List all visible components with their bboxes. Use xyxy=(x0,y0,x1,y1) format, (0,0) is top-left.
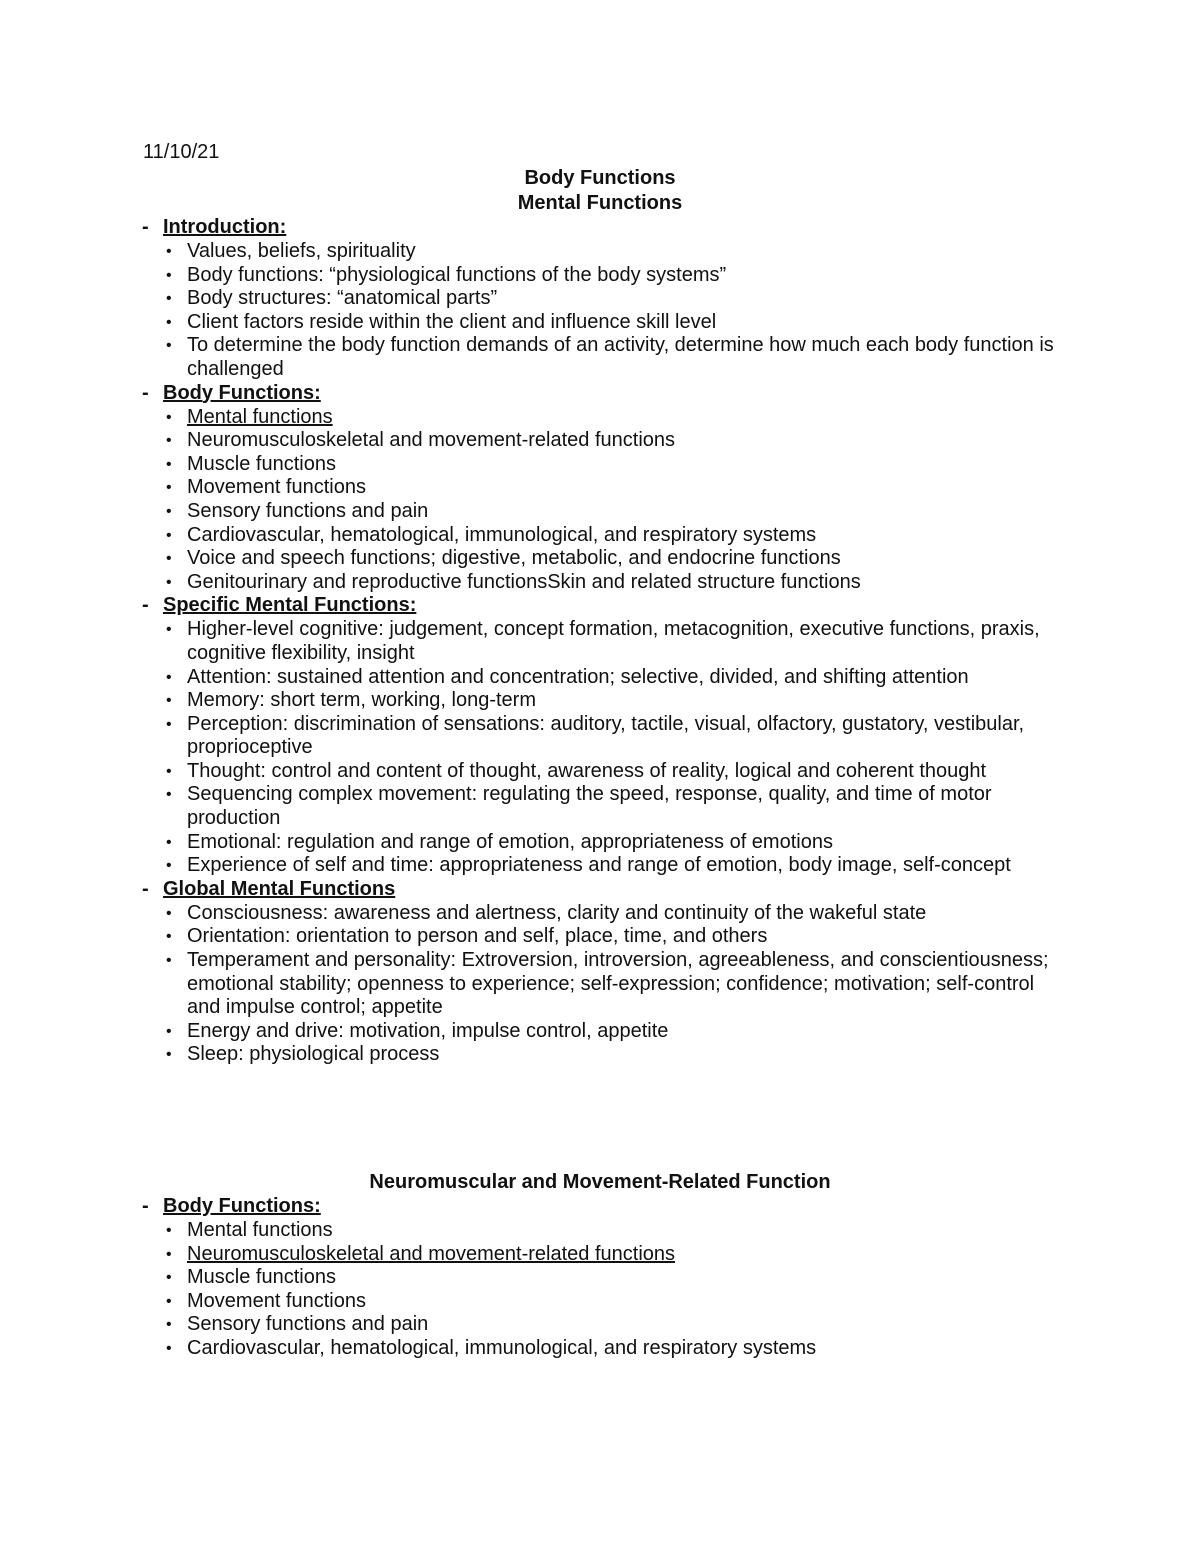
bullet-icon: • xyxy=(166,243,172,260)
list-item-text: Attention: sustained attention and concentration; selective, divided, and shifting attention xyxy=(187,665,969,688)
list-item xyxy=(0,264,1200,288)
list-item-text: Emotional: regulation and range of emotion, appropriateness of emotions xyxy=(187,830,833,853)
list-item-text: Neuromusculoskeletal and movement-related functions xyxy=(187,1242,676,1265)
bullet-icon: • xyxy=(166,1022,172,1040)
bullet-icon: • xyxy=(166,432,172,450)
list-item-text: Memory: short term, working, long-term xyxy=(187,689,536,712)
section-heading: Body Functions: xyxy=(163,1195,321,1217)
document-date: 11/10/21 xyxy=(143,141,220,163)
list-item xyxy=(0,406,1200,430)
list-item xyxy=(0,713,1200,760)
list-item xyxy=(0,1337,1200,1361)
bullet-icon: • xyxy=(166,573,172,591)
list-item xyxy=(0,854,1200,878)
bullet-icon: • xyxy=(166,1245,172,1263)
bullet-icon: • xyxy=(166,290,172,308)
bullet-icon: • xyxy=(166,1269,172,1287)
list-item-text: Genitourinary and reproductive functionsSkin and related structure functions xyxy=(187,570,861,593)
list-item xyxy=(0,783,1200,830)
document-page xyxy=(0,139,1200,1361)
list-item-text: Client factors reside within the client and influence skill level xyxy=(187,310,717,333)
bullet-icon: • xyxy=(166,479,172,497)
list-item-text: Muscle functions xyxy=(187,1266,336,1289)
bullet-icon: • xyxy=(166,833,172,851)
list-item xyxy=(0,453,1200,477)
list-item-text: Body structures: “anatomical parts” xyxy=(187,287,498,310)
list-item xyxy=(0,760,1200,784)
bullet-icon: • xyxy=(166,1339,172,1357)
list-item xyxy=(0,547,1200,571)
bullet-icon: • xyxy=(166,502,172,520)
list-item-text: Movement functions xyxy=(187,476,366,499)
section-body-functions xyxy=(0,382,1200,595)
list-item-text: Sensory functions and pain xyxy=(187,1313,429,1336)
page-title: Body Functions xyxy=(524,167,676,189)
list-item xyxy=(0,429,1200,453)
list-item xyxy=(0,287,1200,311)
dash-marker: - xyxy=(142,216,149,238)
list-item xyxy=(0,1290,1200,1314)
bullet-icon: • xyxy=(166,621,172,639)
list-item xyxy=(0,334,1200,381)
bullet-icon: • xyxy=(166,408,172,426)
section-heading: Specific Mental Functions: xyxy=(163,594,417,617)
dash-marker: - xyxy=(142,381,149,404)
list-item-text: Voice and speech functions; digestive, metabolic, and endocrine functions xyxy=(187,547,841,570)
list-item xyxy=(0,831,1200,855)
bullet-icon: • xyxy=(166,313,172,331)
list-item-text: Higher-level cognitive: judgement, concept formation, metacognition, executive functions, praxis, cognitive flexibility, insight xyxy=(187,618,1040,664)
bullet-icon: • xyxy=(166,337,172,355)
section-heading: Global Mental Functions xyxy=(163,877,396,900)
bullet-icon: • xyxy=(166,762,172,780)
bullet-icon: • xyxy=(166,266,172,284)
bullet-icon: • xyxy=(166,455,172,473)
bullet-icon: • xyxy=(166,1292,172,1310)
page-subtitle: Mental Functions xyxy=(517,192,683,214)
list-item-text: Sensory functions and pain xyxy=(187,499,429,522)
list-item-text: Mental functions xyxy=(187,1219,333,1241)
bullet-icon: • xyxy=(166,715,172,733)
list-item-text: Perception: discrimination of sensations: auditory, tactile, visual, olfactory, gustatory, vestibular, proprioceptive xyxy=(187,712,1025,759)
list-item xyxy=(0,949,1200,1020)
list-item-text: Values, beliefs, spirituality xyxy=(187,240,416,262)
section-gap xyxy=(0,1067,1200,1170)
list-item xyxy=(0,1219,1200,1243)
list-item-text: Cardiovascular, hematological, immunological, and respiratory systems xyxy=(187,1336,817,1359)
list-item-text: To determine the body function demands of an activity, determine how much each body function is challenged xyxy=(187,334,1054,380)
bullet-icon: • xyxy=(166,1222,172,1239)
list-item xyxy=(0,500,1200,524)
section-introduction xyxy=(0,216,1200,382)
list-item-text: Cardiovascular, hematological, immunological, and respiratory systems xyxy=(187,523,817,546)
list-item xyxy=(0,240,1200,264)
list-item xyxy=(0,666,1200,690)
section-body-functions-2 xyxy=(0,1195,1200,1361)
list-item xyxy=(0,925,1200,949)
bullet-icon: • xyxy=(166,550,172,568)
list-item xyxy=(0,618,1200,665)
list-item xyxy=(0,476,1200,500)
list-item-text: Consciousness: awareness and alertness, clarity and continuity of the wakeful state xyxy=(187,901,927,924)
bullet-icon: • xyxy=(166,857,172,875)
dash-marker: - xyxy=(142,594,149,617)
bullet-icon: • xyxy=(166,526,172,544)
section-specific-mental-functions xyxy=(0,594,1200,878)
dash-marker: - xyxy=(142,1195,149,1217)
dash-marker: - xyxy=(142,877,149,900)
section-global-mental-functions xyxy=(0,878,1200,1067)
list-item-text: Energy and drive: motivation, impulse control, appetite xyxy=(187,1019,669,1042)
list-item-text: Muscle functions xyxy=(187,452,336,475)
list-item-text: Neuromusculoskeletal and movement-related functions xyxy=(187,429,676,452)
bullet-icon: • xyxy=(166,904,172,922)
list-item-text: Temperament and personality: Extroversion, introversion, agreeableness, and conscientiousness; emotional stability; openness to experience; self-expression; confidence; motivation; self-control and impulse control; appetite xyxy=(187,949,1049,1019)
list-item xyxy=(0,1020,1200,1044)
list-item xyxy=(0,524,1200,548)
list-item xyxy=(0,1313,1200,1337)
list-item-text: Sequencing complex movement: regulating the speed, response, quality, and time of motor production xyxy=(187,783,992,830)
bullet-icon: • xyxy=(166,668,172,686)
list-item xyxy=(0,311,1200,335)
list-item xyxy=(0,689,1200,713)
bullet-icon: • xyxy=(166,692,172,710)
list-item xyxy=(0,902,1200,926)
bullet-icon: • xyxy=(166,1046,172,1064)
list-item-text: Sleep: physiological process xyxy=(187,1043,440,1066)
list-item-text: Mental functions xyxy=(187,405,333,428)
list-item xyxy=(0,1266,1200,1290)
list-item-text: Experience of self and time: appropriateness and range of emotion, body image, self-concept xyxy=(187,854,1011,877)
bullet-icon: • xyxy=(166,952,172,970)
list-item xyxy=(0,1043,1200,1067)
section-heading: Introduction: xyxy=(163,216,287,238)
list-item-text: Orientation: orientation to person and self, place, time, and others xyxy=(187,925,768,948)
bullet-icon: • xyxy=(166,786,172,804)
page-title-2: Neuromuscular and Movement-Related Function xyxy=(369,1171,831,1193)
list-item xyxy=(0,571,1200,595)
list-item-text: Body functions: “physiological functions of the body systems” xyxy=(187,263,727,286)
bullet-icon: • xyxy=(166,928,172,946)
list-item-text: Thought: control and content of thought, awareness of reality, logical and coherent thought xyxy=(187,759,987,782)
bullet-icon: • xyxy=(166,1316,172,1334)
section-heading: Body Functions: xyxy=(163,381,321,404)
list-item xyxy=(0,1243,1200,1267)
list-item-text: Movement functions xyxy=(187,1289,366,1312)
